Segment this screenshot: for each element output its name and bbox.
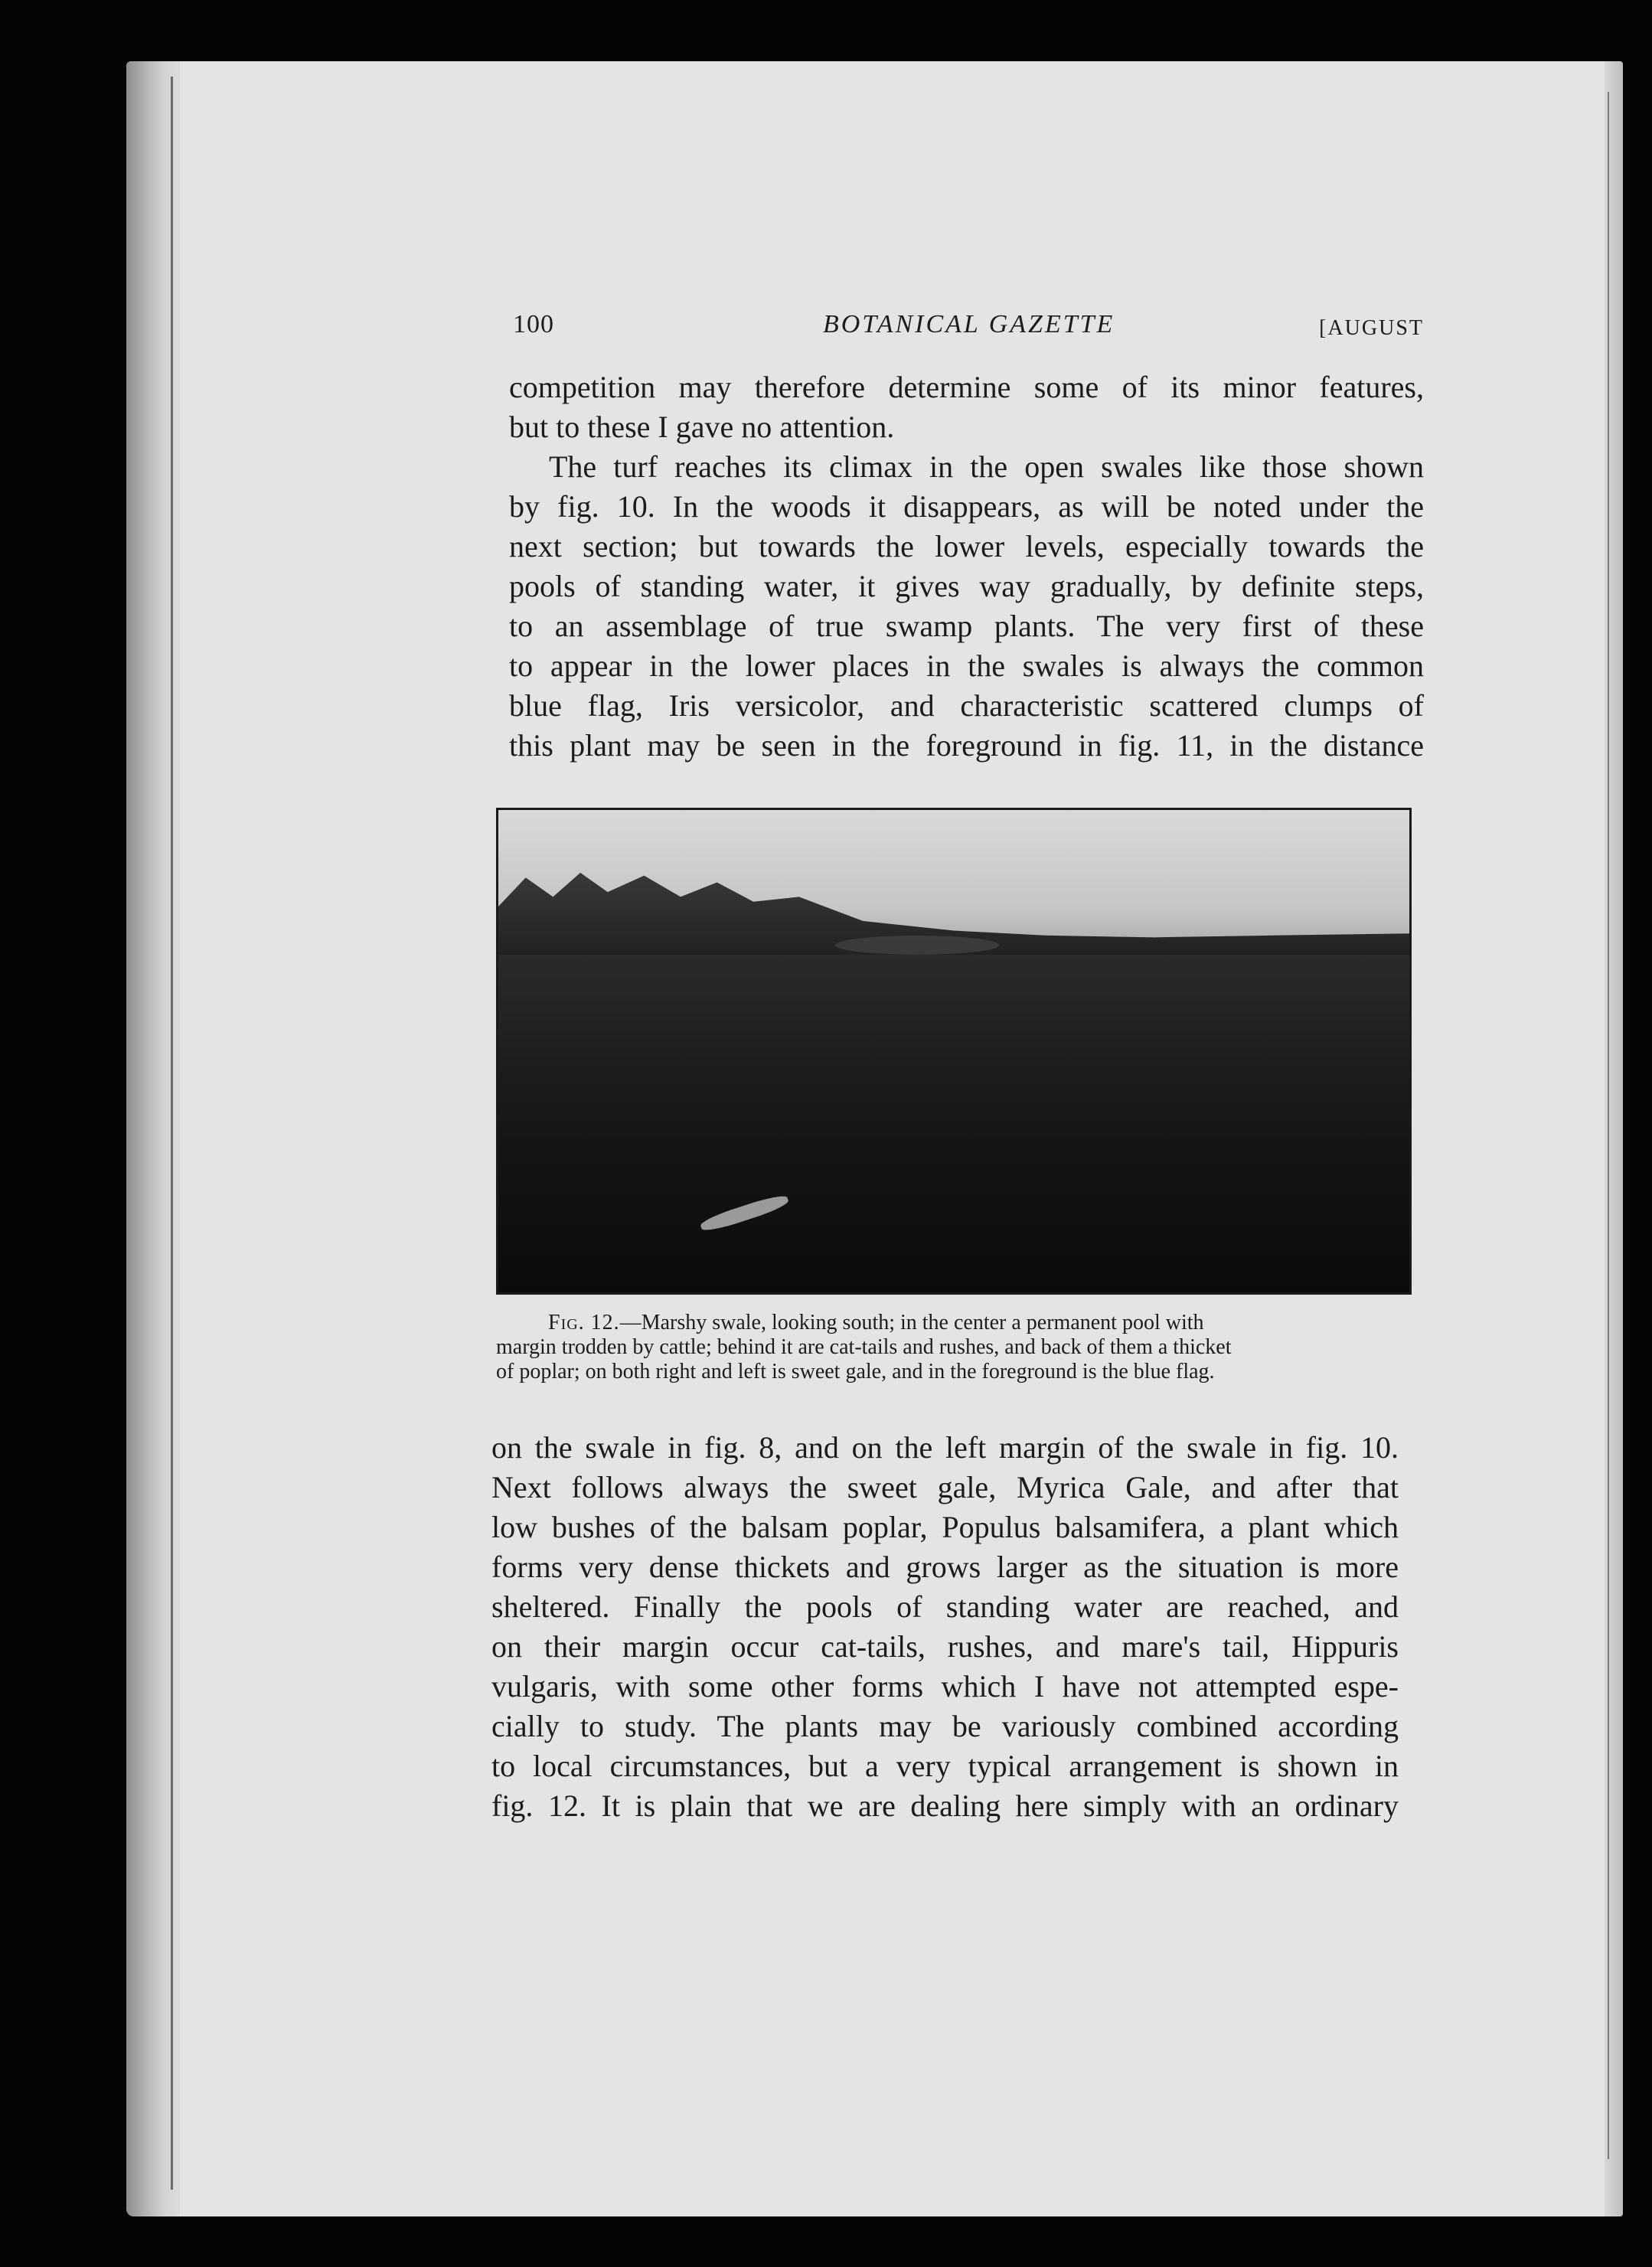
body-text-top	[509, 367, 1424, 766]
caption-line: of poplar; on both right and left is sweet gale, and in the foreground is the blue flag.	[496, 1360, 1215, 1383]
page-right-edge-line	[1608, 92, 1609, 2159]
text-line: Next follows always the sweet gale, Myrica Gale, and after that	[491, 1470, 1399, 1504]
text-line: by fig. 10. In the woods it disappears, as will be noted under the	[509, 489, 1424, 524]
photo-pool	[835, 936, 999, 955]
caption-line: margin trodden by cattle; behind it are cat-tails and rushes, and back of them a thicket	[496, 1335, 1232, 1359]
running-header	[513, 310, 1424, 356]
figure-photograph	[496, 808, 1412, 1295]
caption-text: —Marshy swale, looking south; in the center a permanent pool with	[619, 1311, 1204, 1334]
journal-title: BOTANICAL GAZETTE	[823, 310, 1115, 338]
figure-label: Fig. 12.	[548, 1311, 620, 1334]
text-line: next section; but towards the lower levels, especially towards the	[509, 529, 1424, 563]
figure-caption	[496, 1311, 1406, 1384]
photo-swale	[498, 955, 1409, 1292]
text-line: but to these I gave no attention.	[509, 410, 895, 444]
text-line: on the swale in fig. 8, and on the left margin of the swale in fig. 10.	[491, 1430, 1399, 1465]
text-line: low bushes of the balsam poplar, Populus balsamifera, a plant which	[491, 1510, 1399, 1544]
body-text-bottom	[491, 1428, 1399, 1826]
text-line: to local circumstances, but a very typical arrangement is shown in	[491, 1749, 1399, 1783]
caption-line	[496, 1311, 1406, 1335]
text-line: to an assemblage of true swamp plants. The very first of these	[509, 609, 1424, 643]
text-line: blue flag, Iris versicolor, and characteristic scattered clumps of	[509, 688, 1424, 723]
text-line: fig. 12. It is plain that we are dealing here simply with an ordinary	[491, 1788, 1399, 1823]
binding-edge-line	[171, 77, 173, 2190]
text-line: cially to study. The plants may be variously combined according	[491, 1709, 1399, 1743]
text-line: The turf reaches its climax in the open swales like those shown	[549, 449, 1424, 484]
text-line: to appear in the lower places in the swales is always the common	[509, 648, 1424, 683]
text-line: on their margin occur cat-tails, rushes, and mare's tail, Hippuris	[491, 1629, 1399, 1664]
text-line: vulgaris, with some other forms which I have not attempted espe-	[491, 1669, 1399, 1704]
text-line: forms very dense thickets and grows larger as the situation is more	[491, 1550, 1399, 1584]
issue-month: [AUGUST	[1319, 316, 1424, 340]
page-number: 100	[513, 310, 554, 338]
text-line: competition may therefore determine some of its minor features,	[509, 370, 1424, 404]
text-line: pools of standing water, it gives way gradually, by definite steps,	[509, 569, 1424, 603]
text-line: sheltered. Finally the pools of standing water are reached, and	[491, 1589, 1399, 1624]
text-line: this plant may be seen in the foreground in fig. 11, in the distance	[509, 728, 1424, 763]
